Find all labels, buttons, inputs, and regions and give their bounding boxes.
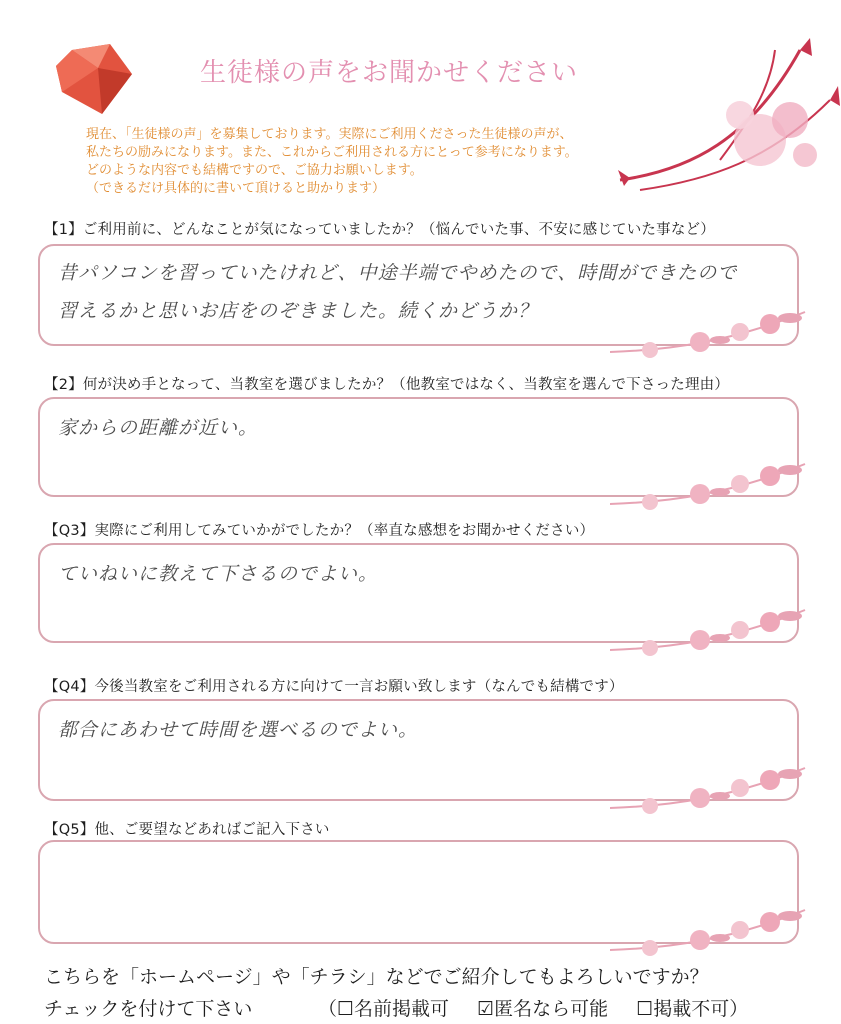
- floral-corner-icon: [610, 600, 810, 660]
- option-not-allowed-checkbox[interactable]: ☐掲載不可）: [636, 998, 749, 1020]
- answer-1-line-1: 昔パソコンを習っていたけれど、中途半端でやめたので、時間ができたので: [58, 262, 738, 284]
- publish-options: [318, 994, 770, 1021]
- question-5-label: 【Q5】他、ご要望などあればご記入下さい: [44, 822, 330, 838]
- check-instruction: チェックを付けて下さい: [44, 998, 253, 1020]
- answer-1-line-2: 習えるかと思いお店をのぞきました。続くかどうか？: [58, 300, 539, 322]
- intro-line: 現在、「生徒様の声」を募集しております。実際にご利用くださった生徒様の声が、: [86, 127, 573, 142]
- floral-corner-icon: [610, 454, 810, 514]
- answer-2-line-1: 家からの距離が近い。: [58, 417, 259, 439]
- answer-3-line-1: ていねいに教えて下さるのでよい。: [58, 563, 379, 585]
- intro-line: （できるだけ具体的に書いて頂けると助かります）: [86, 181, 386, 196]
- intro-line: 私たちの励みになります。また、これからご利用される方にとって参考になります。: [86, 145, 578, 160]
- question-4-label: 【Q4】今後当教室をご利用される方に向けて一言お願い致します（なんでも結構です）: [44, 679, 624, 695]
- red-gem-icon: [52, 40, 134, 118]
- option-anonymous-checkbox[interactable]: ☑匿名なら可能: [477, 998, 609, 1020]
- floral-corner-icon: [610, 302, 810, 362]
- question-3-label: 【Q3】実際にご利用してみていかがでしたか？（率直な感想をお聞かせください）: [44, 523, 595, 539]
- floral-decoration-icon: [600, 30, 840, 200]
- floral-corner-icon: [610, 758, 810, 818]
- publish-question: こちらを「ホームページ」や「チラシ」などでご紹介してもよろしいですか？: [44, 966, 709, 988]
- answer-4-line-1: 都合にあわせて時間を選べるのでよい。: [58, 719, 419, 741]
- question-2-label: 【2】何が決め手となって、当教室を選びましたか？（他教室ではなく、当教室を選んで下さった理由）: [44, 377, 730, 393]
- page-title: 生徒様の声をお聞かせください: [200, 58, 579, 88]
- intro-text: [86, 126, 578, 198]
- intro-line: どのような内容でも結構ですので、ご協力お願いします。: [86, 163, 423, 178]
- question-1-label: 【1】ご利用前に、どんなことが気になっていましたか？（悩んでいた事、不安に感じていた事など）: [44, 222, 715, 238]
- floral-corner-icon: [610, 900, 810, 960]
- option-name-ok-checkbox[interactable]: （☐名前掲載可: [318, 998, 450, 1020]
